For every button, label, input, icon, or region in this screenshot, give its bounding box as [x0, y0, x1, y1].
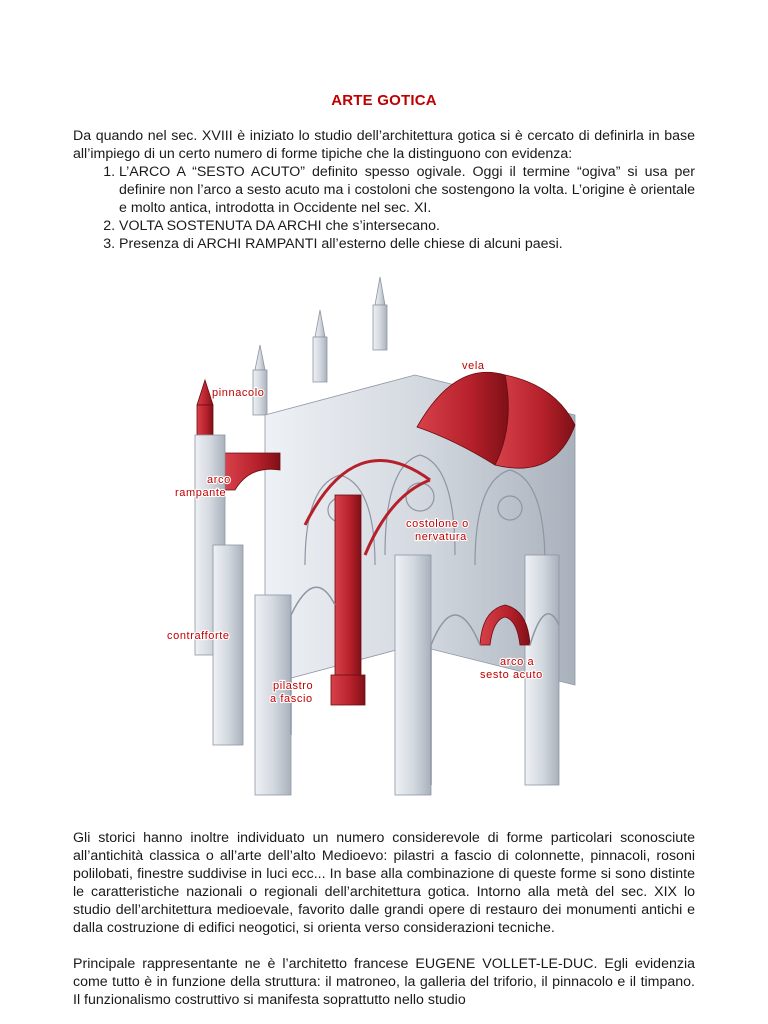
- label-contrafforte: contrafforte: [167, 630, 230, 642]
- label-arco-rampante: rampante: [175, 487, 227, 499]
- pinnacle: [197, 380, 213, 437]
- label-pilastro: a fascio: [270, 693, 313, 705]
- label-pinnacolo: pinnacolo: [212, 387, 265, 399]
- label-pilastro: pilastro: [273, 680, 314, 692]
- list-item: 1. L’ARCO A “SESTO ACUTO” definito spesso ogivale. Oggi il termine “ogiva” si usa per definire non l’arco a sesto acuto ma i costoloni che sostengono la volta. L’origine è orientale e molto antica, introdotta in Occidente nel sec. XI.: [119, 163, 695, 217]
- gothic-cathedral-diagram: [155, 265, 605, 815]
- label-costolone: costolone o: [406, 518, 469, 530]
- body-paragraph-1: Gli storici hanno inoltre individuato un numero considerevole di forme particolari sconosciute all’antichità classica o all’arte dell’alto Medioevo: pilastri a fascio di colonnette, pinnacoli, rosoni polilobati, finestre suddivise in luci ecc... In base alla combinazione di queste forme si sono distinte le caratteristiche nazionali o regionali dell’architettura gotica. Intorno alla metà del sec. XIX lo studio dell’architettura medioevale, favorito dalle grandi opere di restauro dei monumenti antichi e dalla costruzione di edifici neogotici, si orienta verso considerazioni tecniche.: [73, 830, 695, 936]
- body-paragraph-2: Principale rappresentante ne è l’architetto francese EUGENE VOLLET-LE-DUC. Egli evidenzia come tutto è in funzione della struttura: il matroneo, la galleria del triforio, il pinnacolo e il timpano. Il funzionalismo costruttivo si manifesta soprattutto nello studio: [73, 956, 695, 1008]
- intro-paragraph: Da quando nel sec. XVIII è iniziato lo studio dell’architettura gotica si è cercato di definirla in base all’impiego di un certo numero di forme tipiche che la distinguono con evidenza:: [73, 128, 695, 162]
- list-item: 3. Presenza di ARCHI RAMPANTI all’esterno delle chiese di alcuni paesi.: [119, 235, 695, 253]
- label-arco-rampante: arco: [207, 474, 231, 486]
- clustered-pier: [331, 495, 365, 705]
- label-arco-sesto-acuto: sesto acuto: [480, 669, 543, 681]
- document-title: ARTE GOTICA: [331, 92, 437, 109]
- label-vela: vela: [462, 360, 485, 372]
- label-arco-sesto-acuto: arco a: [500, 656, 535, 668]
- label-costolone: nervatura: [415, 531, 467, 543]
- features-list: [73, 163, 695, 253]
- list-item: 2. VOLTA SOSTENUTA DA ARCHI che s’intersecano.: [119, 217, 695, 235]
